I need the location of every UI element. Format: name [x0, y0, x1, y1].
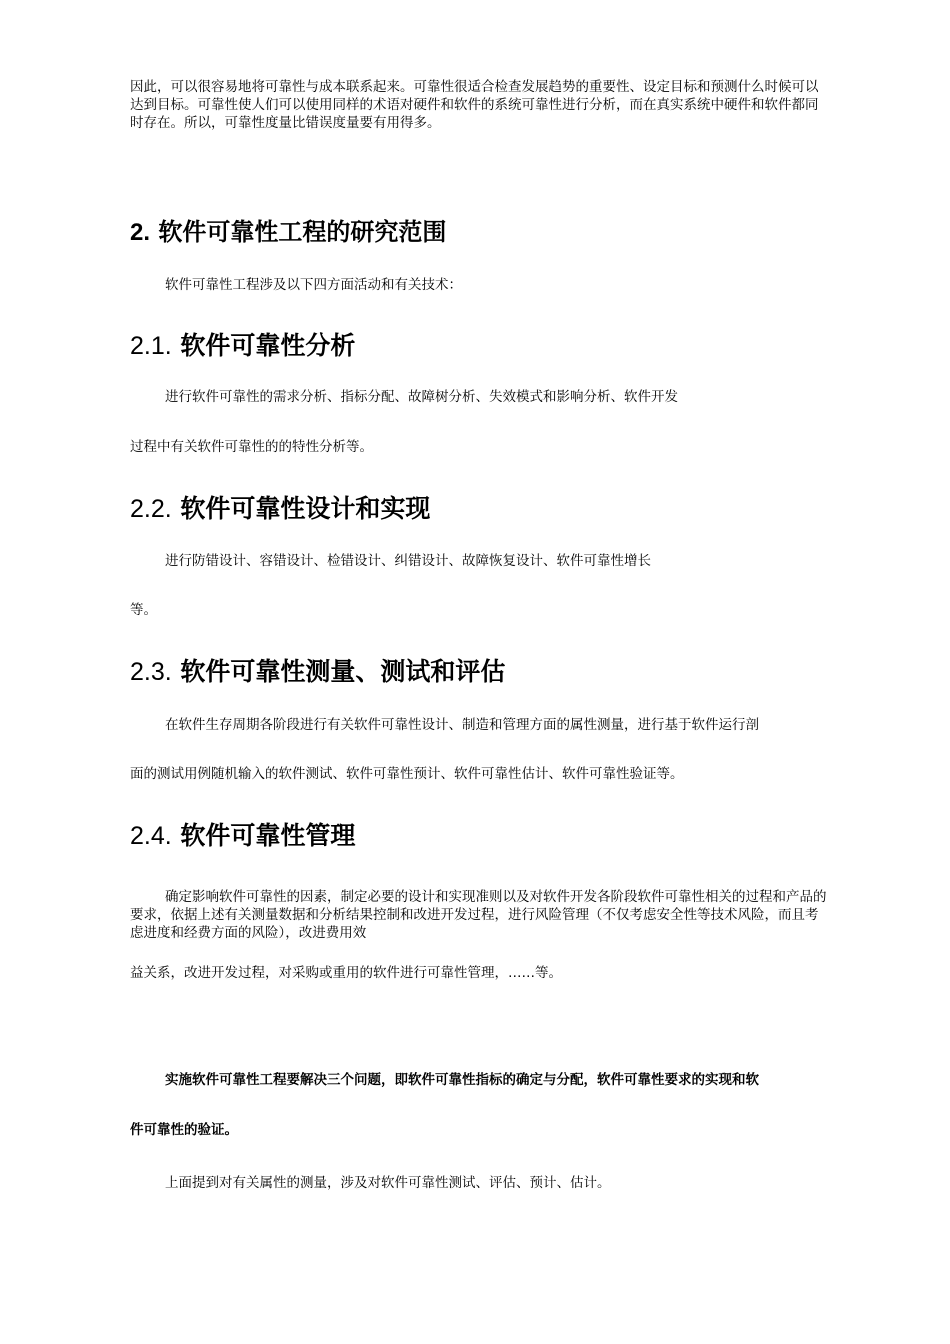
section-2-2-line-2: 等。 [130, 602, 157, 618]
bold-statement-line-2: 件可靠性的验证。 [130, 1122, 238, 1138]
section-number: 2. [130, 219, 151, 246]
intro-paragraph: 因此，可以很容易地将可靠性与成本联系起来。可靠性很适合检查发展趋势的重要性、设定目标和预测什么时候可以达到目标。可靠性使人们可以使用同样的术语对硬件和软件的系统可靠性进行分析，而在真实系统中硬件和软件都同时存在。所以，可靠性度量比错误度量要有用得多。 [130, 79, 819, 131]
section-2-heading [130, 212, 446, 247]
section-number: 2.2. [130, 495, 172, 523]
section-2-3-line-1: 在软件生存周期各阶段进行有关软件可靠性设计、制造和管理方面的属性测量，进行基于软件运行剖 [165, 717, 759, 733]
section-2-2-line-1: 进行防错设计、容错设计、检错设计、纠错设计、故障恢复设计、软件可靠性增长 [165, 553, 651, 569]
section-2-4-paragraph-2: 益关系，改进开发过程，对采购或重用的软件进行可靠性管理，……等。 [130, 965, 562, 981]
section-2-1-line-2: 过程中有关软件可靠性的的特性分析等。 [130, 439, 373, 455]
bold-statement-line-1: 实施软件可靠性工程要解决三个问题，即软件可靠性指标的确定与分配，软件可靠性要求的实现和软 [165, 1072, 759, 1088]
section-2-1-heading [130, 326, 355, 362]
section-title: 软件可靠性设计和实现 [180, 494, 431, 523]
section-number: 2.3. [130, 658, 172, 686]
section-2-3-heading [130, 652, 505, 688]
section-title: 软件可靠性分析 [180, 331, 356, 360]
section-number: 2.1. [130, 332, 172, 360]
section-2-4-heading [130, 816, 355, 852]
section-2-2-heading [130, 489, 430, 525]
section-title: 软件可靠性工程的研究范围 [158, 218, 447, 246]
section-number: 2.4. [130, 822, 172, 850]
closing-paragraph: 上面提到对有关属性的测量，涉及对软件可靠性测试、评估、预计、估计。 [165, 1175, 611, 1191]
section-2-1-line-1: 进行软件可靠性的需求分析、指标分配、故障树分析、失效模式和影响分析、软件开发 [165, 389, 678, 405]
section-2-intro: 软件可靠性工程涉及以下四方面活动和有关技术： [165, 277, 462, 293]
section-title: 软件可靠性测量、测试和评估 [180, 657, 506, 686]
section-title: 软件可靠性管理 [180, 821, 356, 850]
section-2-3-line-2: 面的测试用例随机输入的软件测试、软件可靠性预计、软件可靠性估计、软件可靠性验证等。 [130, 766, 684, 782]
section-2-4-paragraph-1: 确定影响软件可靠性的因素，制定必要的设计和实现准则以及对软件开发各阶段软件可靠性相关的过程和产品的要求，依据上述有关测量数据和分析结果控制和改进开发过程，进行风险管理（不仅考虑安全性等技术风险，而且考虑进度和经费方面的风险），改进费用效 [130, 889, 827, 941]
